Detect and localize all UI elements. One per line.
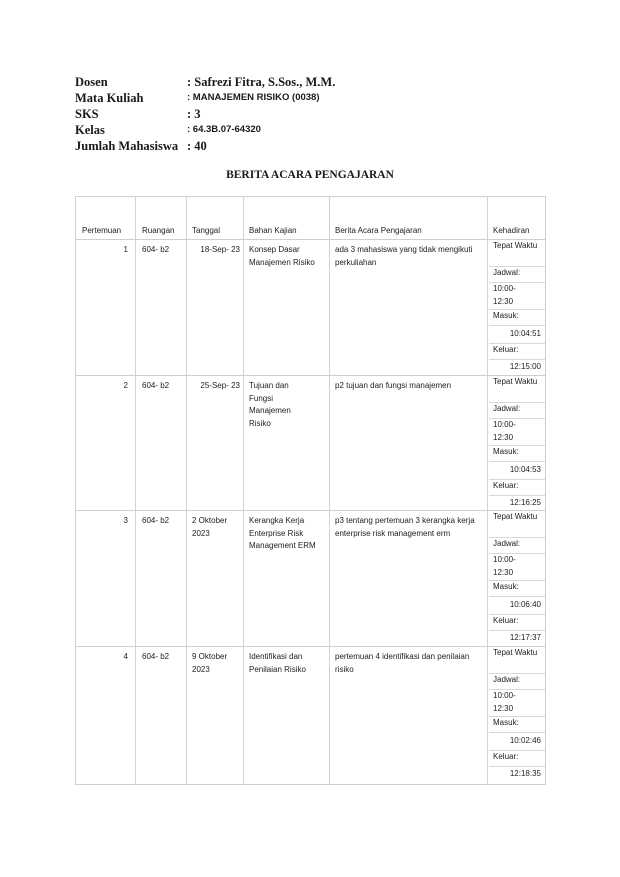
info-row-mata-kuliah: [75, 90, 335, 106]
masuk-label: Masuk:: [493, 718, 519, 727]
info-label: Dosen: [75, 75, 108, 89]
table-row: [76, 647, 545, 784]
berita-acara-cell: pertemuan 4 identifikasi dan penilaian risiko: [335, 652, 470, 674]
info-row-jumlah-mahasiswa: [75, 138, 335, 154]
kehadiran-divider: [489, 596, 545, 597]
jadwal-value: 10:00- 12:30: [493, 420, 516, 442]
jadwal-label: Jadwal:: [493, 539, 521, 548]
kehadiran-divider: [489, 732, 545, 733]
header-berita-acara: Berita Acara Pengajaran: [335, 226, 422, 235]
keluar-label: Keluar:: [493, 616, 519, 625]
keluar-label: Keluar:: [493, 752, 519, 761]
kehadiran-divider: [489, 766, 545, 767]
bahan-kajian-cell: Tujuan dan Fungsi Manajemen Risiko: [249, 381, 291, 428]
berita-acara-cell: p3 tentang pertemuan 3 kerangka kerja enterprise risk management erm: [335, 516, 475, 538]
header-pertemuan: Pertemuan: [82, 226, 122, 235]
berita-acara-cell: ada 3 mahasiswa yang tidak mengikuti perkuliahan: [335, 245, 473, 267]
kehadiran-divider: [489, 359, 545, 360]
info-value: : 3: [187, 107, 201, 121]
tanggal-cell: 18-Sep- 23: [200, 245, 240, 254]
header-tanggal: Tanggal: [192, 226, 221, 235]
info-value: : MANAJEMEN RISIKO (0038): [187, 92, 320, 103]
bahan-kajian-cell: Kerangka Kerja Enterprise Risk Management ERM: [249, 516, 316, 550]
keluar-value: 12:17:37: [509, 633, 541, 642]
header-kehadiran: Kehadiran: [493, 226, 530, 235]
header-ruangan: Ruangan: [142, 226, 175, 235]
jadwal-label: Jadwal:: [493, 404, 521, 413]
masuk-value: 10:04:51: [509, 329, 541, 338]
bahan-kajian-cell: Konsep Dasar Manajemen Risiko: [249, 245, 315, 267]
table-header: [76, 197, 545, 240]
keluar-value: 12:16:25: [509, 498, 541, 507]
info-value: : 64.3B.07-64320: [187, 124, 261, 135]
kehadiran-status: Tepat Waktu: [493, 648, 538, 657]
kehadiran-status: Tepat Waktu: [493, 377, 538, 386]
ruangan-cell: 604- b2: [142, 516, 170, 525]
info-row-sks: [75, 106, 335, 122]
info-label: Mata Kuliah: [75, 91, 144, 105]
pertemuan-cell: 4: [123, 652, 128, 661]
keluar-value: 12:15:00: [509, 362, 541, 371]
berita-acara-cell: p2 tujuan dan fungsi manajemen: [335, 381, 452, 390]
jadwal-label: Jadwal:: [493, 675, 521, 684]
ruangan-cell: 604- b2: [142, 381, 170, 390]
ruangan-cell: 604- b2: [142, 245, 170, 254]
jadwal-value: 10:00- 12:30: [493, 555, 516, 577]
header-bahan-kajian: Bahan Kajian: [249, 226, 297, 235]
masuk-value: 10:04:53: [509, 465, 541, 474]
info-row-kelas: [75, 122, 335, 138]
jadwal-value: 10:00- 12:30: [493, 691, 516, 713]
ruangan-cell: 604- b2: [142, 652, 170, 661]
bahan-kajian-cell: Identifikasi dan Penilaian Risiko: [249, 652, 306, 674]
info-label: SKS: [75, 107, 99, 121]
keluar-label: Keluar:: [493, 345, 519, 354]
keluar-label: Keluar:: [493, 481, 519, 490]
kehadiran-status: Tepat Waktu: [493, 512, 538, 521]
table-row: [76, 511, 545, 647]
info-value: : Safrezi Fitra, S.Sos., M.M.: [187, 75, 336, 89]
table-row: [76, 376, 545, 511]
masuk-label: Masuk:: [493, 447, 519, 456]
masuk-value: 10:02:46: [509, 736, 541, 745]
tanggal-cell: 25-Sep- 23: [200, 381, 240, 390]
jadwal-value: 10:00- 12:30: [493, 284, 516, 306]
masuk-value: 10:06:40: [509, 600, 541, 609]
kehadiran-divider: [489, 495, 545, 496]
masuk-label: Masuk:: [493, 582, 519, 591]
info-value: : 40: [187, 139, 207, 153]
tanggal-cell: 2 Oktober 2023: [192, 516, 228, 538]
info-label: Jumlah Mahasiswa: [75, 139, 179, 153]
pertemuan-cell: 2: [123, 381, 128, 390]
tanggal-cell: 9 Oktober 2023: [192, 652, 228, 674]
info-label: Kelas: [75, 123, 105, 137]
pertemuan-cell: 3: [123, 516, 128, 525]
kehadiran-status: Tepat Waktu: [493, 241, 538, 250]
pertemuan-cell: 1: [123, 245, 128, 254]
jadwal-label: Jadwal:: [493, 268, 521, 277]
kehadiran-divider: [489, 630, 545, 631]
course-info: [75, 74, 335, 154]
masuk-label: Masuk:: [493, 311, 519, 320]
page-title: BERITA ACARA PENGAJARAN: [226, 169, 394, 181]
kehadiran-divider: [489, 325, 545, 326]
info-row-dosen: [75, 74, 335, 90]
keluar-value: 12:18:35: [509, 769, 541, 778]
teaching-report-table: [75, 196, 546, 785]
kehadiran-divider: [489, 461, 545, 462]
table-row: [76, 240, 545, 376]
